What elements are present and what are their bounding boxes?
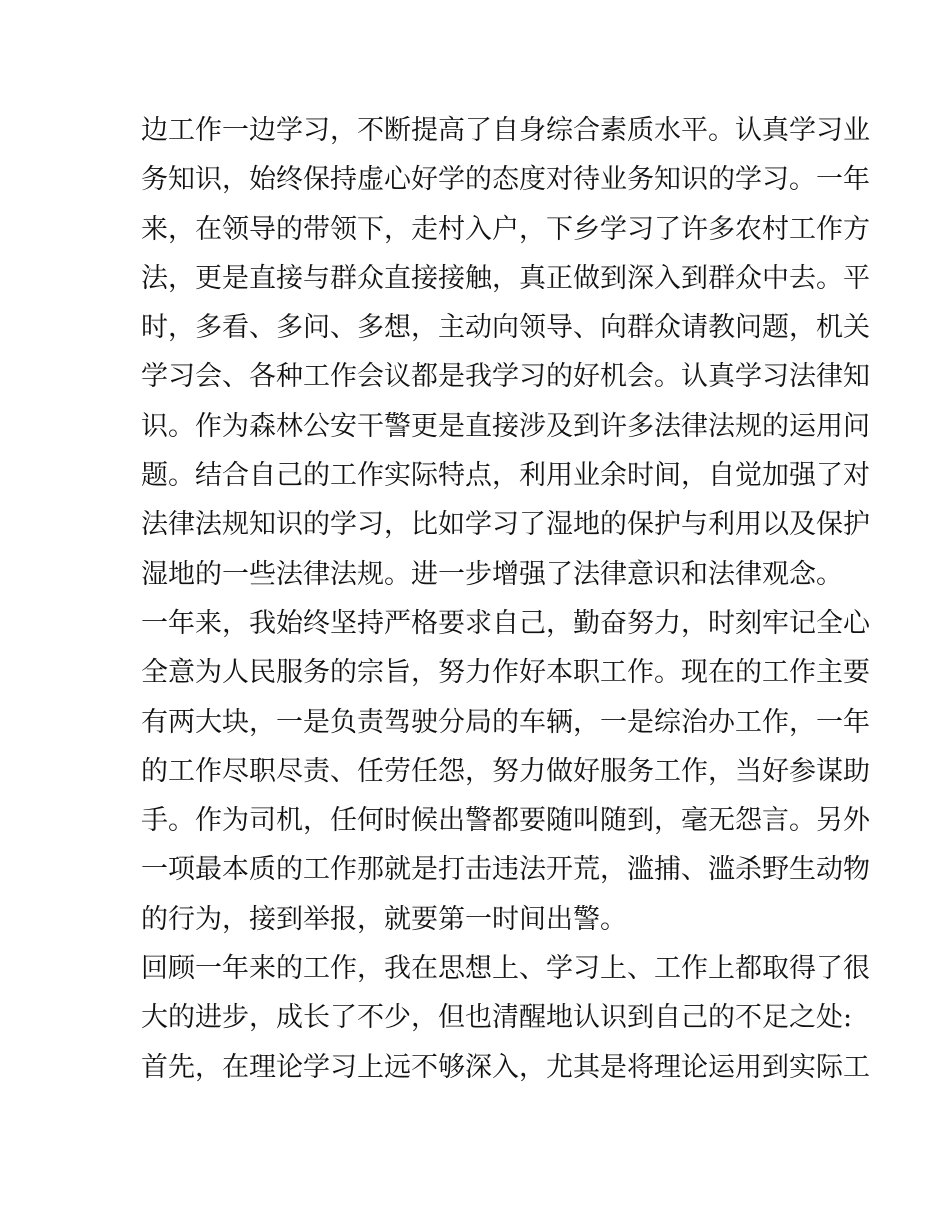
text-line: 手。作为司机，任何时候出警都要随叫随到，毫无怨言。另外 (141, 805, 870, 837)
text-line: 来，在领导的带领下，走村入户，下乡学习了许多农村工作方 (141, 213, 870, 245)
text-line: 大的进步，成长了不少，但也清醒地认识到自己的不足之处: (141, 1002, 853, 1034)
text-line: 一年来，我始终坚持严格要求自己，勤奋努力，时刻牢记全心 (141, 607, 870, 639)
text-line: 的工作尽职尽责、任劳任怨，努力做好服务工作，当好参谋助 (141, 755, 870, 787)
text-line: 法，更是直接与群众直接接触，真正做到深入到群众中去。平 (141, 262, 870, 294)
text-line: 法律法规知识的学习，比如学习了湿地的保护与利用以及保护 (141, 509, 870, 541)
text-line: 时，多看、多问、多想，主动向领导、向群众请教问题，机关 (141, 312, 870, 344)
text-line: 一项最本质的工作那就是打击违法开荒，滥捕、滥杀野生动物 (141, 854, 870, 886)
text-line: 题。结合自己的工作实际特点，利用业余时间，自觉加强了对 (141, 460, 870, 492)
text-line: 首先，在理论学习上远不够深入，尤其是将理论运用到实际工 (141, 1051, 870, 1083)
text-line: 边工作一边学习，不断提高了自身综合素质水平。认真学习业 (141, 115, 870, 146)
text-line: 学习会、各种工作会议都是我学习的好机会。认真学习法律知 (141, 361, 870, 393)
text-line: 识。作为森林公安干警更是直接涉及到许多法律法规的运用问 (141, 410, 870, 442)
text-line: 有两大块，一是负责驾驶分局的车辆，一是综治办工作，一年 (141, 706, 870, 738)
text-line: 湿地的一些法律法规。进一步增强了法律意识和法律观念。 (141, 558, 843, 590)
text-line: 回顾一年来的工作，我在思想上、学习上、工作上都取得了很 (141, 953, 870, 985)
text-line: 务知识，始终保持虚心好学的态度对待业务知识的学习。一年 (141, 164, 870, 196)
body-text (141, 106, 870, 1092)
text-line: 的行为，接到举报，就要第一时间出警。 (141, 903, 627, 935)
text-line: 全意为人民服务的宗旨，努力作好本职工作。现在的工作主要 (141, 657, 870, 689)
